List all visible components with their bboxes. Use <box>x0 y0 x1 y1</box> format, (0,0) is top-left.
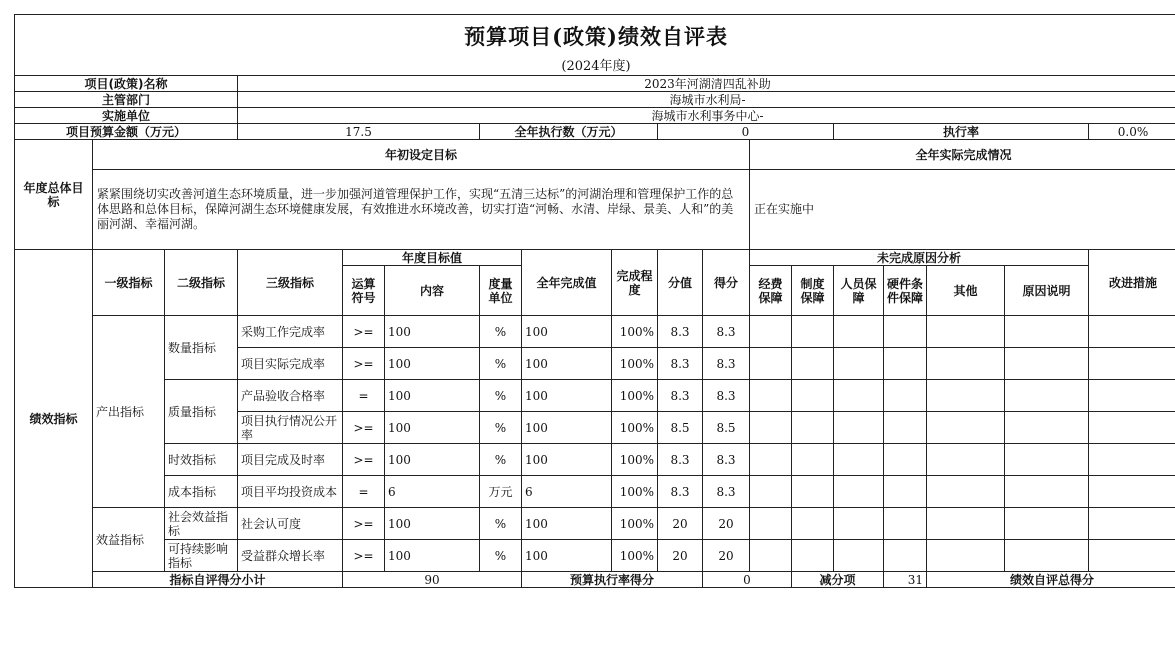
indicator-score: 8.3 <box>703 444 750 476</box>
table-row <box>15 316 1175 348</box>
subtotal-label: 指标自评得分小计 <box>93 572 343 588</box>
indicator-name: 项目实际完成率 <box>238 348 343 380</box>
indicator-actual: 100 <box>522 348 612 380</box>
header-unit: 度量单位 <box>480 266 522 316</box>
indicator-degree: 100% <box>612 508 658 540</box>
header-reason-hardware: 硬件条件保障 <box>884 266 927 316</box>
header-level2: 二级指标 <box>165 250 238 316</box>
indicator-score: 8.3 <box>703 380 750 412</box>
header-improve: 改进措施 <box>1089 250 1175 316</box>
unit-label: 实施单位 <box>15 108 238 124</box>
project-name-value: 2023年河湖清四乱补助 <box>238 76 1175 92</box>
performance-indicators-label: 绩效指标 <box>15 250 93 588</box>
indicator-content: 100 <box>385 412 480 444</box>
indicator-op: >= <box>343 508 385 540</box>
deduct-value: 31 <box>884 572 927 588</box>
exec-value: 0 <box>658 124 834 140</box>
group-output: 产出指标 <box>93 316 165 508</box>
indicator-name: 项目平均投资成本 <box>238 476 343 508</box>
indicator-name: 项目完成及时率 <box>238 444 343 476</box>
header-degree: 完成程度 <box>612 250 658 316</box>
budget-value: 17.5 <box>238 124 480 140</box>
indicator-op: = <box>343 380 385 412</box>
exec-label: 全年执行数（万元） <box>480 124 658 140</box>
indicator-name: 产品验收合格率 <box>238 380 343 412</box>
indicator-unit: % <box>480 540 522 572</box>
indicator-content: 100 <box>385 380 480 412</box>
header-score-value: 分值 <box>658 250 703 316</box>
indicator-unit: % <box>480 316 522 348</box>
header-reason-staff: 人员保障 <box>834 266 884 316</box>
indicator-unit: 万元 <box>480 476 522 508</box>
indicator-op: >= <box>343 540 385 572</box>
indicator-value: 8.3 <box>658 476 703 508</box>
indicator-degree: 100% <box>612 444 658 476</box>
header-reason-other: 其他 <box>927 266 1005 316</box>
indicator-score: 8.3 <box>703 316 750 348</box>
indicator-value: 8.3 <box>658 348 703 380</box>
indicator-score: 20 <box>703 508 750 540</box>
indicator-degree: 100% <box>612 380 658 412</box>
indicator-actual: 100 <box>522 380 612 412</box>
table-row <box>15 444 1175 476</box>
indicator-actual: 6 <box>522 476 612 508</box>
subtotal-value: 90 <box>343 572 522 588</box>
indicator-content: 100 <box>385 316 480 348</box>
indicator-value: 8.3 <box>658 380 703 412</box>
indicator-degree: 100% <box>612 316 658 348</box>
indicator-op: >= <box>343 412 385 444</box>
page-title: 预算项目(政策)绩效自评表 <box>15 15 1175 59</box>
report-year: (2024年度) <box>15 58 1175 76</box>
indicator-name: 受益群众增长率 <box>238 540 343 572</box>
indicator-unit: % <box>480 412 522 444</box>
budget-label: 项目预算金额（万元） <box>15 124 238 140</box>
indicator-name: 项目执行情况公开率 <box>238 412 343 444</box>
table-row <box>15 540 1175 572</box>
header-reason-note: 原因说明 <box>1005 266 1089 316</box>
indicator-op: = <box>343 476 385 508</box>
header-operator: 运算符号 <box>343 266 385 316</box>
budget-score-label: 预算执行率得分 <box>522 572 703 588</box>
table-row <box>15 508 1175 540</box>
indicator-name: 社会认可度 <box>238 508 343 540</box>
group-quantity: 数量指标 <box>165 316 238 380</box>
indicator-content: 100 <box>385 348 480 380</box>
rate-label: 执行率 <box>834 124 1089 140</box>
evaluation-table <box>14 14 1175 588</box>
project-name-label: 项目(政策)名称 <box>15 76 238 92</box>
indicator-actual: 100 <box>522 444 612 476</box>
evaluation-sheet <box>14 14 1159 588</box>
indicator-content: 6 <box>385 476 480 508</box>
header-score: 得分 <box>703 250 750 316</box>
annual-goal-label: 年度总体目标 <box>15 140 93 250</box>
group-benefit: 效益指标 <box>93 508 165 572</box>
indicator-content: 100 <box>385 444 480 476</box>
table-row <box>15 476 1175 508</box>
indicator-value: 8.3 <box>658 316 703 348</box>
actual-goal-text: 正在实施中 <box>750 170 1175 250</box>
indicator-unit: % <box>480 380 522 412</box>
indicator-value: 8.5 <box>658 412 703 444</box>
indicator-value: 8.3 <box>658 444 703 476</box>
group-quality: 质量指标 <box>165 380 238 444</box>
indicator-degree: 100% <box>612 412 658 444</box>
header-actual: 全年完成值 <box>522 250 612 316</box>
group-social: 社会效益指标 <box>165 508 238 540</box>
actual-header: 全年实际完成情况 <box>750 140 1175 170</box>
indicator-op: >= <box>343 316 385 348</box>
indicator-score: 8.3 <box>703 476 750 508</box>
indicator-score: 20 <box>703 540 750 572</box>
budget-score-value: 0 <box>703 572 792 588</box>
indicator-score: 8.3 <box>703 348 750 380</box>
indicator-score: 8.5 <box>703 412 750 444</box>
dept-value: 海城市水利局- <box>238 92 1175 108</box>
header-target-group: 年度目标值 <box>343 250 522 266</box>
table-row <box>15 380 1175 412</box>
unit-value: 海城市水利事务中心- <box>238 108 1175 124</box>
indicator-unit: % <box>480 348 522 380</box>
indicator-actual: 100 <box>522 540 612 572</box>
indicator-name: 采购工作完成率 <box>238 316 343 348</box>
indicator-actual: 100 <box>522 316 612 348</box>
plan-goal-text: 紧紧围绕切实改善河道生态环境质量，进一步加强河道管理保护工作，实现“五清三达标”的河湖治理和管理保护工作的总体思路和总体目标，保障河湖生态环境健康发展，有效推进水环境改善，切实打造“河畅、水清、岸绿、景美、人和”的美丽河湖、幸福河湖。 <box>93 170 750 250</box>
indicator-content: 100 <box>385 508 480 540</box>
header-content: 内容 <box>385 266 480 316</box>
group-cost: 成本指标 <box>165 476 238 508</box>
plan-header: 年初设定目标 <box>93 140 750 170</box>
indicator-op: >= <box>343 444 385 476</box>
total-label: 绩效自评总得分 <box>927 572 1175 588</box>
dept-label: 主管部门 <box>15 92 238 108</box>
indicator-actual: 100 <box>522 412 612 444</box>
indicator-unit: % <box>480 444 522 476</box>
indicator-value: 20 <box>658 508 703 540</box>
indicator-op: >= <box>343 348 385 380</box>
indicator-actual: 100 <box>522 508 612 540</box>
indicator-unit: % <box>480 508 522 540</box>
header-level3: 三级指标 <box>238 250 343 316</box>
indicator-degree: 100% <box>612 476 658 508</box>
rate-value: 0.0% <box>1089 124 1175 140</box>
group-sustain: 可持续影响指标 <box>165 540 238 572</box>
header-reason-funding: 经费保障 <box>750 266 792 316</box>
header-reason-system: 制度保障 <box>792 266 834 316</box>
indicator-degree: 100% <box>612 540 658 572</box>
deduct-label: 减分项 <box>792 572 884 588</box>
indicator-content: 100 <box>385 540 480 572</box>
indicator-value: 20 <box>658 540 703 572</box>
indicator-degree: 100% <box>612 348 658 380</box>
header-level1: 一级指标 <box>93 250 165 316</box>
group-time: 时效指标 <box>165 444 238 476</box>
header-reason-group: 未完成原因分析 <box>750 250 1089 266</box>
